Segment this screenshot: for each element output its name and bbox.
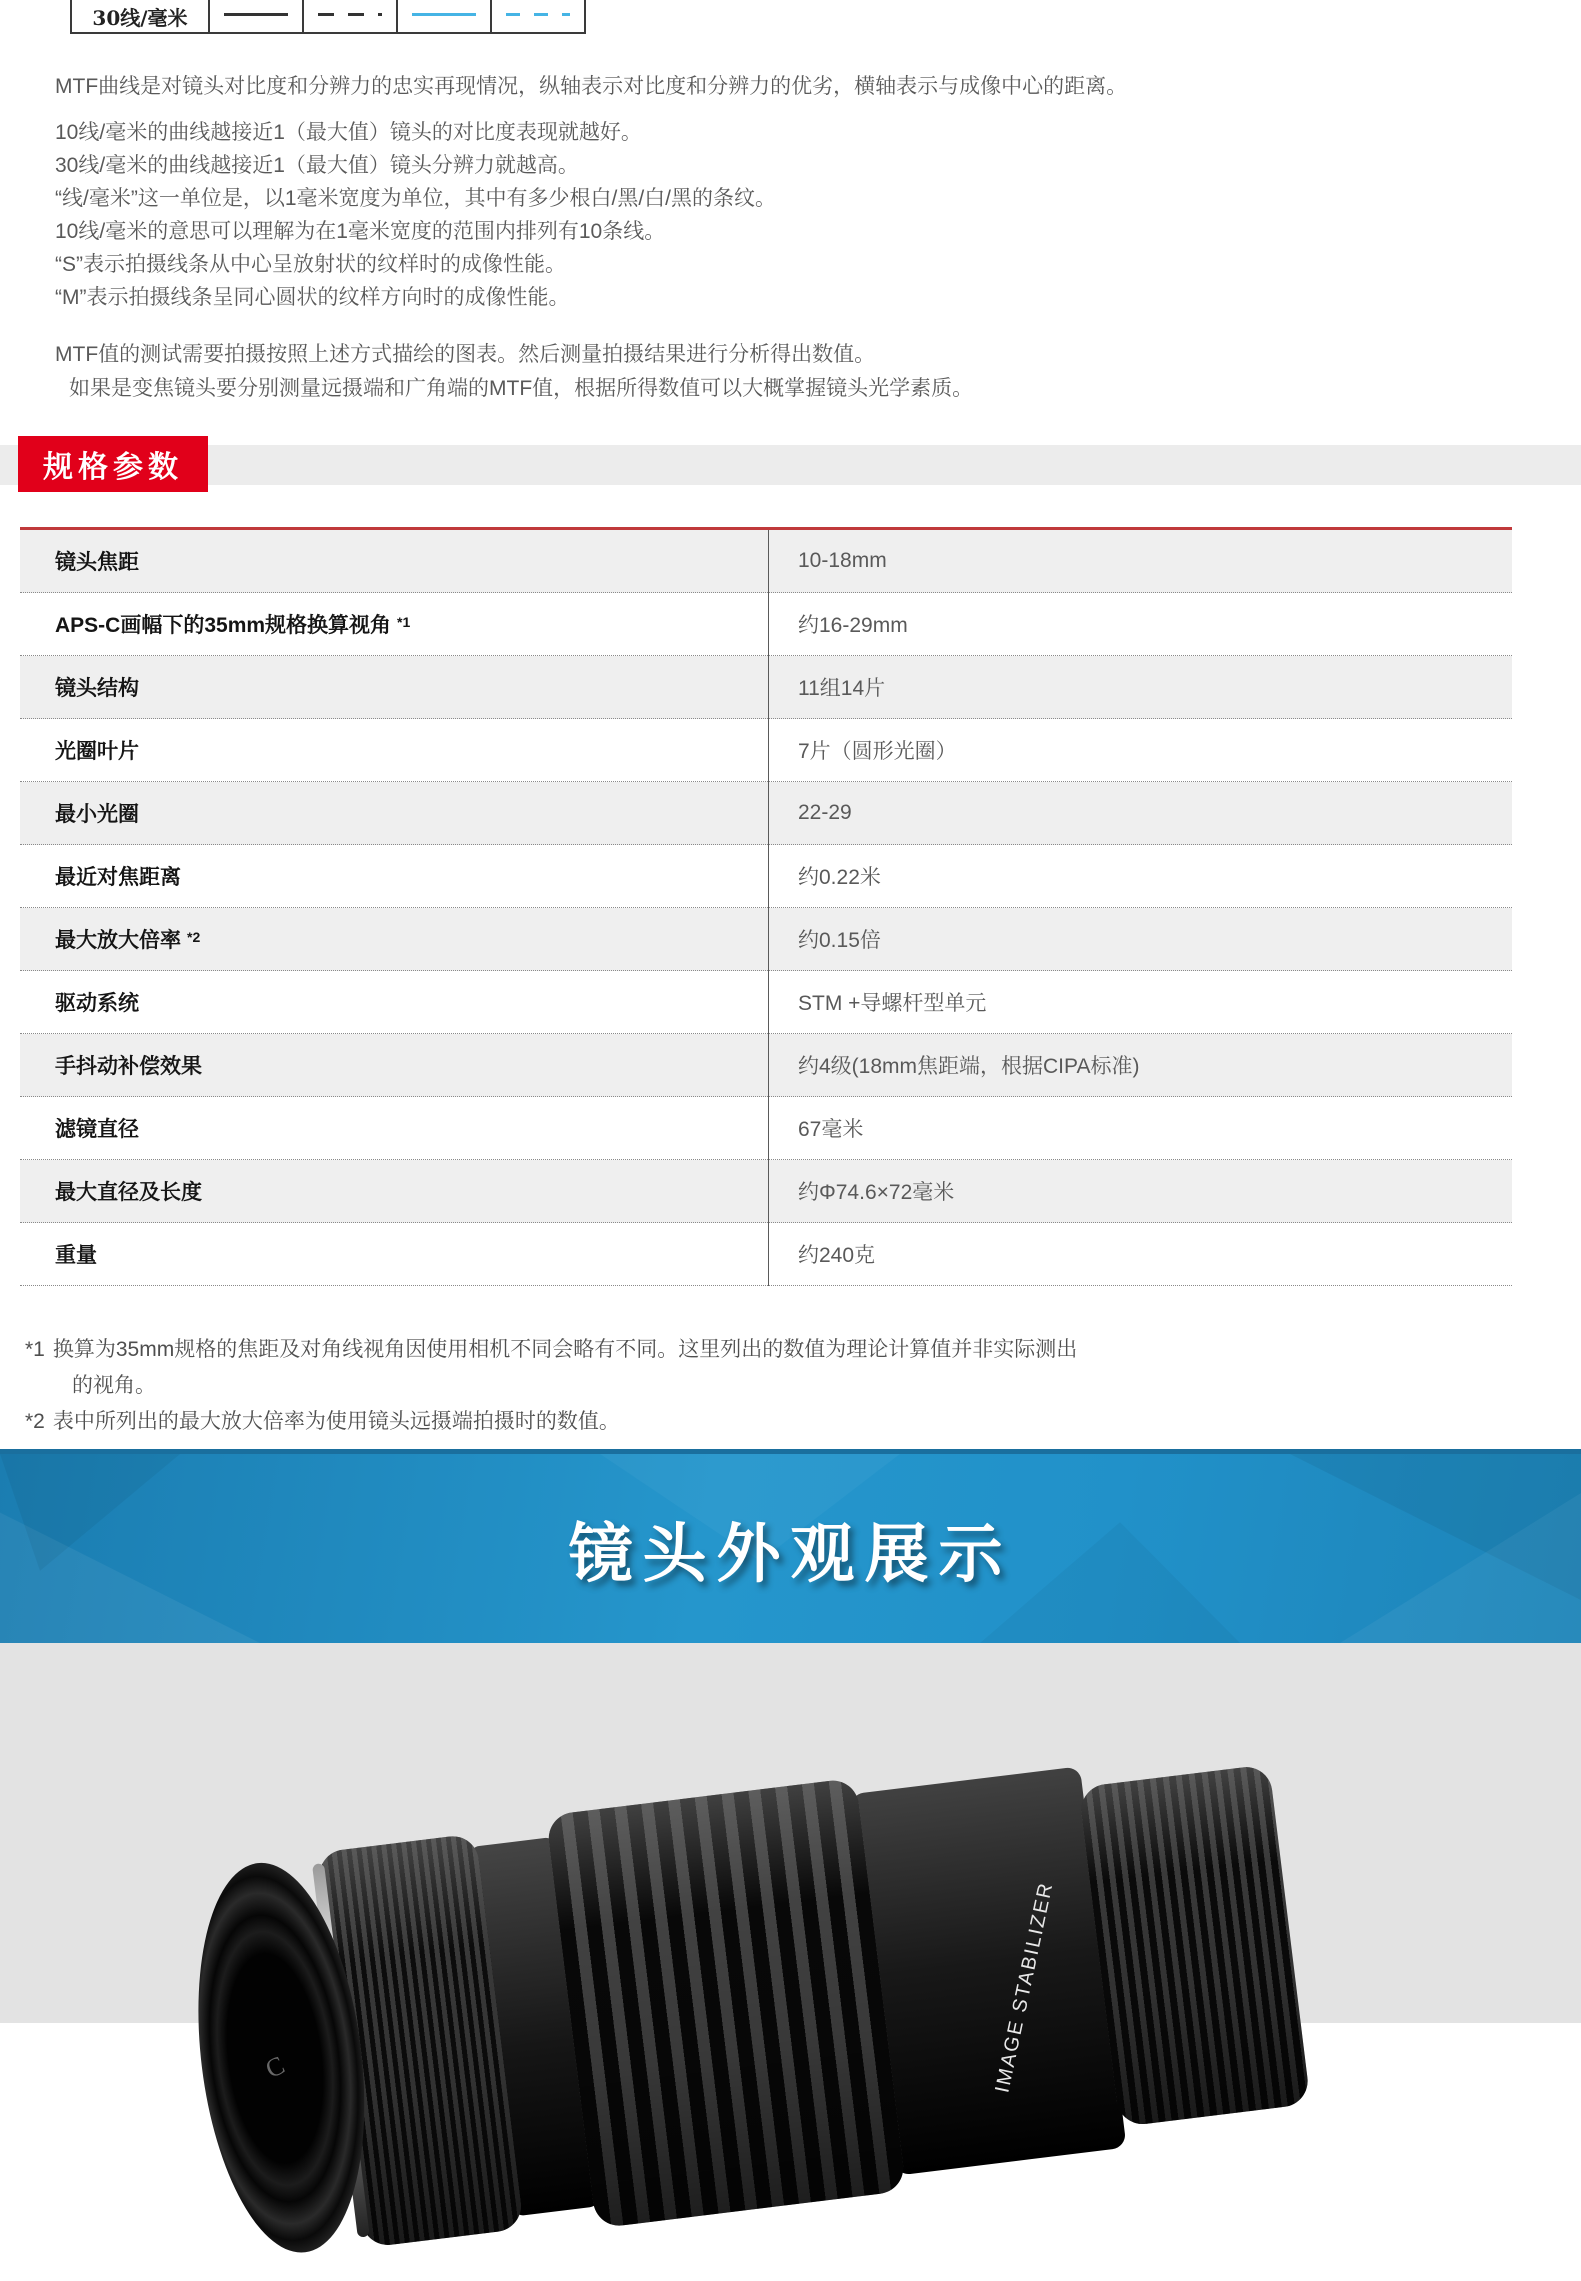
spec-value: 约16-29mm: [798, 614, 908, 637]
spec-value: 约Φ74.6×72毫米: [798, 1181, 955, 1204]
footnote-2-line: [25, 1404, 1077, 1440]
spec-label: 最大放大倍率: [55, 929, 181, 952]
footnote-1-text: 换算为35mm规格的焦距及对角线视角因使用相机不同会略有不同。这里列出的数值为理论计算值并非实际测出: [52, 1338, 1078, 1361]
spec-value: 7片（圆形光圈）: [798, 740, 957, 763]
table-row: [20, 1097, 1512, 1160]
legend-row-label: 30线/毫米: [92, 5, 188, 30]
spec-label: 手抖动补偿效果: [55, 1055, 202, 1078]
image-stabilizer-text: IMAGE STABILIZER: [991, 1879, 1058, 2095]
lens-front-letter: C: [260, 2050, 289, 2084]
solid-blue-line-icon: [412, 13, 476, 16]
mtf-line: “S”表示拍摄线条从中心呈放射状的纹样时的成像性能。: [55, 253, 566, 276]
spec-label: 滤镜直径: [55, 1118, 139, 1141]
footnote-1-line-2: 的视角。: [72, 1374, 156, 1397]
footnote-2-marker: *2: [25, 1410, 45, 1433]
spec-label: 重量: [55, 1244, 97, 1267]
spec-value: 11组14片: [798, 677, 886, 700]
table-row: [20, 1223, 1512, 1286]
spec-section-title: 规格参数: [18, 436, 208, 492]
mtf-line: 10线/毫米的曲线越接近1（最大值）镜头的对比度表现就越好。: [55, 121, 642, 144]
solid-black-line-icon: [224, 13, 288, 16]
mtf-note-line: 如果是变焦镜头要分别测量远摄端和广角端的MTF值，根据所得数值可以大概掌握镜头光学素质。: [69, 377, 974, 400]
table-row: [20, 1160, 1512, 1223]
spec-value: 约4级(18mm焦距端，根据CIPA标准): [798, 1055, 1140, 1078]
footnote-ref: *2: [187, 929, 201, 945]
mtf-intro-paragraph: MTF曲线是对镜头对比度和分辨力的忠实再现情况，纵轴表示对比度和分辨力的优劣，横轴表示与成像中心的距离。: [55, 75, 1128, 98]
spec-value: 10-18mm: [798, 549, 887, 572]
footnote-1-marker: *1: [25, 1338, 45, 1361]
table-row: [20, 1034, 1512, 1097]
lens-appearance-banner: [0, 1449, 1581, 1643]
mtf-note-line: MTF值的测试需要拍摄按照上述方式描绘的图表。然后测量拍摄结果进行分析得出数值。: [55, 343, 876, 366]
table-row: [20, 719, 1512, 782]
mtf-line: “M”表示拍摄线条呈同心圆状的纹样方向时的成像性能。: [55, 286, 570, 309]
legend-cell-solid-black: [208, 0, 302, 32]
table-row: [20, 908, 1512, 971]
spec-value: 约240克: [798, 1244, 876, 1267]
table-row: [20, 782, 1512, 845]
spec-label: 驱动系统: [55, 992, 139, 1015]
spec-value: STM +导螺杆型单元: [798, 992, 987, 1015]
lens-photo-section: [0, 1643, 1581, 2095]
legend-cell-dashed-black: [302, 0, 396, 32]
mtf-line: 30线/毫米的曲线越接近1（最大值）镜头分辨力就越高。: [55, 154, 579, 177]
spec-table: [20, 527, 1512, 1286]
spec-label: 最大直径及长度: [55, 1181, 202, 1204]
table-row: [20, 845, 1512, 908]
dashed-black-line-icon: [318, 13, 382, 16]
spec-value: 67毫米: [798, 1118, 864, 1141]
footnote-1-line-1: [25, 1332, 1077, 1368]
spec-label: 最小光圈: [55, 803, 139, 826]
mtf-line: 10线/毫米的意思可以理解为在1毫米宽度的范围内排列有10条线。: [55, 220, 666, 243]
legend-cell-dashed-blue: [490, 0, 584, 32]
footnote-ref: *1: [397, 614, 411, 630]
banner-title: 镜头外观展示: [568, 1517, 1013, 1590]
dashed-blue-line-icon: [506, 13, 570, 16]
spec-value: 约0.22米: [798, 866, 881, 889]
mtf-line: “线/毫米”这一单位是，以1毫米宽度为单位，其中有多少根白/黑/白/黑的条纹。: [55, 187, 777, 210]
mtf-explanation-list: [55, 116, 776, 314]
lens-image: [176, 1709, 1410, 2281]
footnote-2-text: 表中所列出的最大放大倍率为使用镜头远摄端拍摄时的数值。: [52, 1410, 620, 1433]
table-row: [20, 593, 1512, 656]
footnotes: [25, 1332, 1077, 1440]
spec-label: APS-C画幅下的35mm规格换算视角: [55, 614, 392, 637]
mtf-legend-table: [70, 0, 586, 34]
table-row: [20, 971, 1512, 1034]
spec-label: 镜头结构: [55, 677, 139, 700]
lens-zoom-ring: [546, 1778, 906, 2229]
spec-label: 光圈叶片: [55, 740, 139, 763]
spec-label: 镜头焦距: [55, 551, 139, 574]
spec-value: 22-29: [798, 801, 852, 824]
section-header-strip: [0, 445, 1581, 485]
table-row: [20, 530, 1512, 593]
mtf-test-notes: [55, 338, 973, 406]
lens-rear-ring: [1078, 1764, 1310, 2127]
table-row: [20, 656, 1512, 719]
spec-table-column-divider: [768, 530, 769, 1286]
spec-label: 最近对焦距离: [55, 866, 181, 889]
spec-value: 约0.15倍: [798, 929, 881, 952]
legend-cell-solid-blue: [396, 0, 490, 32]
